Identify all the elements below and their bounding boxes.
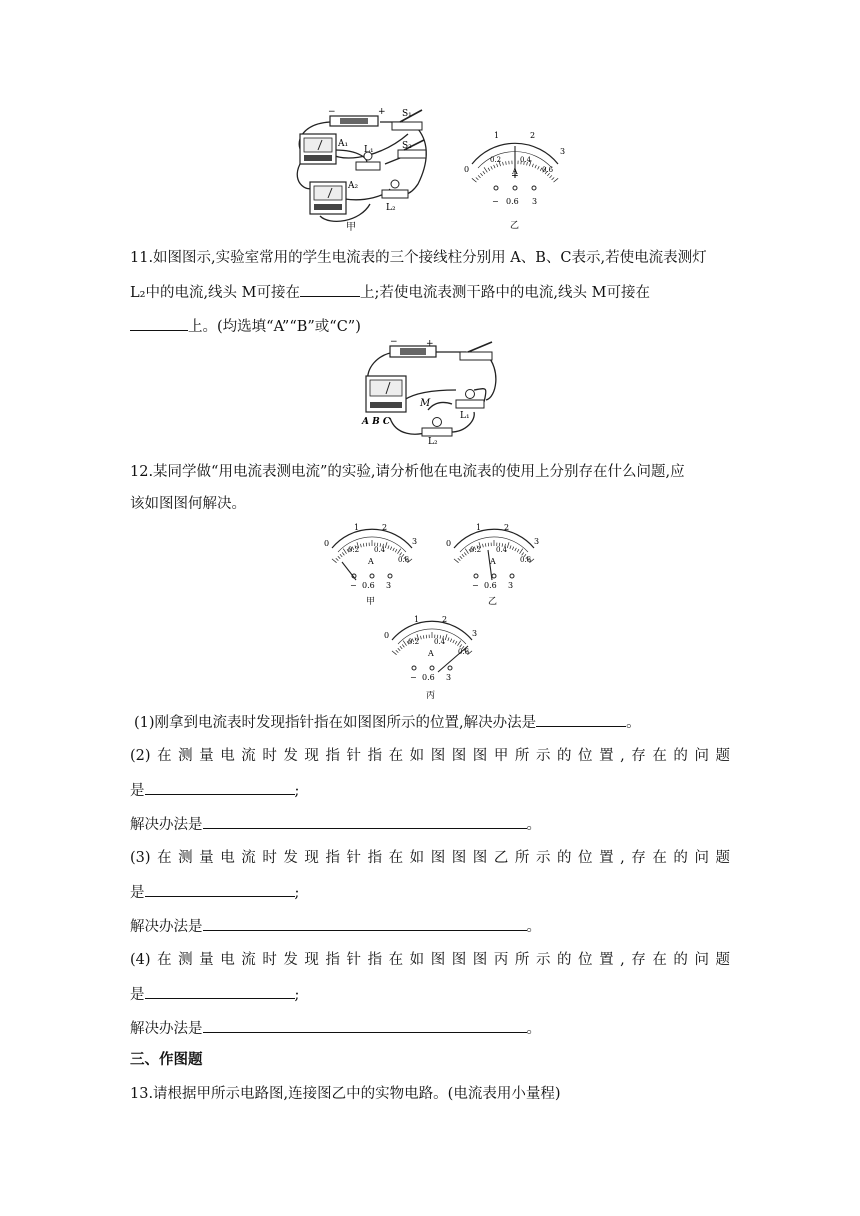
- q11-blank-2[interactable]: [130, 316, 188, 331]
- q12-part3-solution: [130, 916, 541, 937]
- dial-tick: [488, 168, 490, 171]
- dial-tick: [360, 544, 361, 547]
- dial-tick: [402, 644, 404, 647]
- dial-tick: [395, 549, 397, 552]
- q12-dial-bing: [382, 614, 482, 700]
- q12-part1-end: 。: [626, 715, 641, 731]
- dial-tick: [460, 644, 462, 647]
- q12-bing-scale-04: 0.4: [434, 638, 446, 646]
- dial-tick: [472, 178, 477, 182]
- q11-line3: [130, 316, 361, 337]
- dial-tick: [507, 542, 509, 548]
- q12-jia-scale-3: 3: [412, 537, 418, 546]
- dial-tick: [517, 549, 519, 552]
- q12-part4-solution-blank[interactable]: [203, 1018, 527, 1033]
- q11-lamp-l2: L₂: [428, 437, 438, 444]
- dial-tick: [340, 554, 342, 557]
- q12-caption-jia: 甲: [366, 597, 376, 606]
- q12-part1-text: (1)刚拿到电流表时发现指针指在如图图所示的位置,解决办法是: [134, 715, 537, 731]
- q12-bing-unit: A: [428, 649, 434, 658]
- q11-text-b: 上;若使电流表测干路中的电流,线头 M可接在: [360, 285, 650, 301]
- scale-top-1: 1: [494, 131, 500, 140]
- scale-bottom-04: 0.4: [520, 156, 532, 164]
- dial-tick: [385, 542, 387, 548]
- dial-tick: [519, 549, 522, 554]
- q12-part3-period: 。: [526, 919, 541, 935]
- dial-tick: [538, 166, 540, 169]
- switch-s1-label: S₁: [402, 109, 412, 119]
- q12-part3-shi: 是: [130, 885, 145, 901]
- scale-bottom-06: 0.6: [542, 166, 554, 174]
- dial-tick: [398, 648, 400, 651]
- terminal-06: 0.6: [506, 197, 519, 206]
- q12-part4-solution-label: 解决办法是: [130, 1021, 203, 1037]
- q12-yi-scale-0: 0: [446, 539, 452, 548]
- figure-caption-yi: 乙: [510, 221, 520, 231]
- q12-bing-scale-0: 0: [384, 631, 390, 640]
- scale-top-3: 3: [560, 147, 566, 156]
- dial-tick: [336, 558, 339, 560]
- figure-caption-jia: 甲: [346, 222, 356, 232]
- q12-jia-terminal-06: 0.6: [362, 581, 375, 590]
- lamp-l2-label: L₂: [386, 203, 396, 213]
- dial-tick: [522, 552, 524, 555]
- dial-tick: [484, 167, 487, 172]
- q12-bing-scale-02: 0.2: [408, 638, 420, 646]
- q12-part2-shi: 是: [130, 783, 145, 799]
- dial-tick: [343, 549, 346, 554]
- q12-line2: 该如图图何解决。: [130, 496, 246, 512]
- q12-jia-terminal-minus: −: [350, 581, 357, 590]
- scale-top-0: 0: [464, 165, 470, 174]
- dial-tick: [393, 548, 395, 551]
- q12-jia-scale-06: 0.6: [398, 556, 410, 564]
- dial-tick: [497, 164, 498, 167]
- q12-part2-solution-label: 解决办法是: [130, 817, 203, 833]
- dial-tick: [338, 556, 340, 559]
- q11-battery-plus: +: [426, 340, 434, 349]
- q11-circuit-figure: [356, 340, 504, 444]
- scale-bottom-02: 0.2: [490, 156, 502, 164]
- dial-tick: [506, 161, 507, 164]
- q12-jia-scale-2: 2: [382, 523, 388, 532]
- q12-part2-semi: ;: [294, 783, 300, 799]
- q12-jia-scale-0: 0: [324, 539, 330, 548]
- dial-tick: [400, 552, 402, 555]
- circuit-figure-jia: [290, 104, 440, 232]
- q12-yi-unit: A: [490, 557, 496, 566]
- q12-part1: [134, 712, 641, 733]
- dial-tick: [457, 641, 460, 646]
- dial-tick: [455, 641, 457, 644]
- dial-tick: [460, 556, 462, 559]
- q12-bing-scale-1: 1: [414, 615, 420, 624]
- q12-part3-solution-blank[interactable]: [203, 916, 527, 931]
- q12-yi-terminal-3: 3: [508, 581, 514, 590]
- q12-yi-scale-04: 0.4: [496, 546, 508, 554]
- q12-bing-scale-06: 0.6: [458, 648, 470, 656]
- dial-tick: [535, 165, 536, 168]
- q13-text: 13.请根据甲所示电路图,连接图乙中的实物电路。(电流表用小量程): [130, 1086, 561, 1102]
- dial-tick: [478, 175, 480, 178]
- q12-part4-shi: 是: [130, 987, 145, 1003]
- dial-tick: [476, 178, 479, 180]
- dial-tick: [465, 549, 468, 554]
- battery-minus-label: −: [328, 107, 336, 117]
- dial-tick: [363, 543, 364, 546]
- q12-yi-scale-2: 2: [504, 523, 510, 532]
- q12-yi-terminal-06: 0.6: [484, 581, 497, 590]
- pointer-needle: [342, 562, 356, 580]
- dial-tick: [448, 638, 449, 641]
- q12-part4-semi: ;: [294, 987, 300, 1003]
- dial-tick: [445, 634, 447, 640]
- q12-part4-line2: [130, 984, 299, 1005]
- q12-bing-terminal-minus: −: [410, 673, 417, 682]
- dial-tick: [494, 165, 495, 168]
- terminal-minus: −: [492, 197, 499, 206]
- q12-part2-problem-blank[interactable]: [145, 780, 295, 795]
- q12-part2-period: 。: [526, 817, 541, 833]
- q12-bing-terminal-3: 3: [446, 673, 452, 682]
- dial-tick: [482, 544, 483, 547]
- dial-tick: [392, 651, 397, 655]
- dial-tick: [403, 641, 406, 646]
- q12-part2-line2: [130, 780, 299, 801]
- ammeter-a2-label: A₂: [348, 181, 359, 191]
- dial-tick: [515, 548, 517, 551]
- lamp-l1-label: L₁: [364, 145, 374, 155]
- dial-tick: [552, 178, 555, 180]
- battery-plus-label: +: [378, 107, 386, 117]
- q11-text-c: 上。(均选填“A”“B”或“C”): [188, 319, 361, 335]
- dial-tick: [423, 635, 424, 638]
- q12-part3-line2: [130, 882, 299, 903]
- dial-tick: [491, 166, 493, 169]
- dial-tick: [400, 646, 402, 649]
- q12-bing-scale-2: 2: [442, 615, 448, 624]
- dial-tick: [458, 558, 461, 560]
- q11-terminals-abc: A B C: [362, 417, 391, 427]
- dial-tick: [464, 552, 466, 555]
- q11-text-a: L₂中的电流,线头 M可接在: [130, 285, 301, 301]
- scale-top-2: 2: [530, 131, 536, 140]
- dial-tick: [480, 173, 482, 176]
- meter-unit: A: [512, 167, 518, 176]
- dial-tick: [485, 543, 486, 546]
- q12-part4-problem-blank[interactable]: [145, 984, 295, 999]
- q11-line2: [130, 282, 650, 303]
- q12-part2: (2)在测量电流时发现指针指在如图图图甲所示的位置,存在的问题: [130, 748, 730, 764]
- q12-jia-scale-04: 0.4: [374, 546, 386, 554]
- q12-part3-semi: ;: [294, 885, 300, 901]
- q12-jia-scale-02: 0.2: [348, 546, 360, 554]
- q12-part2-solution: [130, 814, 541, 835]
- q11-wire-m: M: [420, 398, 431, 409]
- dial-tick: [388, 546, 389, 549]
- q12-part4: (4)在测量电流时发现指针指在如图图图丙所示的位置,存在的问题: [130, 952, 730, 968]
- ammeter-dial-yi: [460, 124, 570, 234]
- dial-tick: [462, 554, 464, 557]
- q12-part3-solution-label: 解决办法是: [130, 919, 203, 935]
- q11-line1: 11.如图图示,实验室常用的学生电流表的三个接线柱分别用 A、B、C表示,若使电流表测灯: [130, 250, 707, 266]
- dial-tick: [483, 171, 485, 174]
- q11-lamp-l1: L₁: [460, 411, 470, 421]
- q12-part4-solution: [130, 1018, 541, 1039]
- q12-part2-solution-blank[interactable]: [203, 814, 527, 829]
- dial-tick: [332, 559, 337, 563]
- q12-jia-scale-1: 1: [354, 523, 360, 532]
- dial-tick: [512, 547, 513, 550]
- q12-yi-scale-3: 3: [534, 537, 540, 546]
- section-title: 三、作图题: [130, 1052, 203, 1068]
- q12-caption-bing: 丙: [426, 691, 436, 700]
- q12-yi-terminal-minus: −: [472, 581, 479, 590]
- dial-tick: [532, 164, 533, 167]
- q12-yi-scale-02: 0.2: [470, 546, 482, 554]
- terminal-3: 3: [532, 197, 538, 206]
- dial-tick: [550, 175, 552, 178]
- dial-tick: [503, 162, 504, 165]
- dial-tick: [554, 178, 559, 182]
- q11-blank-1[interactable]: [300, 282, 360, 297]
- q12-line1: 12.某同学做“用电流表测电流”的实验,请分析他在电流表的使用上分别存在什么问题,应: [130, 464, 685, 480]
- q12-bing-terminal-06: 0.6: [422, 673, 435, 682]
- q12-bing-scale-3: 3: [472, 629, 478, 638]
- dial-tick: [420, 636, 421, 639]
- q12-part4-period: 。: [526, 1021, 541, 1037]
- dial-tick: [450, 639, 451, 642]
- q12-dial-yi: [444, 522, 544, 606]
- dial-tick: [510, 546, 511, 549]
- dial-tick: [390, 547, 391, 550]
- q12-part1-blank[interactable]: [536, 712, 626, 727]
- q12-jia-terminal-3: 3: [386, 581, 392, 590]
- dial-tick: [454, 559, 459, 563]
- dial-tick: [396, 650, 399, 652]
- switch-s2-label: S₂: [402, 141, 412, 151]
- q12-part3: (3)在测量电流时发现指针指在如图图图乙所示的位置,存在的问题: [130, 850, 730, 866]
- q12-caption-yi: 乙: [488, 597, 498, 606]
- q12-part3-problem-blank[interactable]: [145, 882, 295, 897]
- dial-tick: [397, 549, 400, 554]
- q11-battery-minus: −: [390, 340, 398, 347]
- ammeter-a1-label: A₁: [338, 139, 349, 149]
- q12-yi-scale-06: 0.6: [520, 556, 532, 564]
- dial-tick: [453, 640, 455, 643]
- q12-jia-unit: A: [368, 557, 374, 566]
- q12-dial-jia: [322, 522, 422, 606]
- dial-tick: [342, 552, 344, 555]
- q12-yi-scale-1: 1: [476, 523, 482, 532]
